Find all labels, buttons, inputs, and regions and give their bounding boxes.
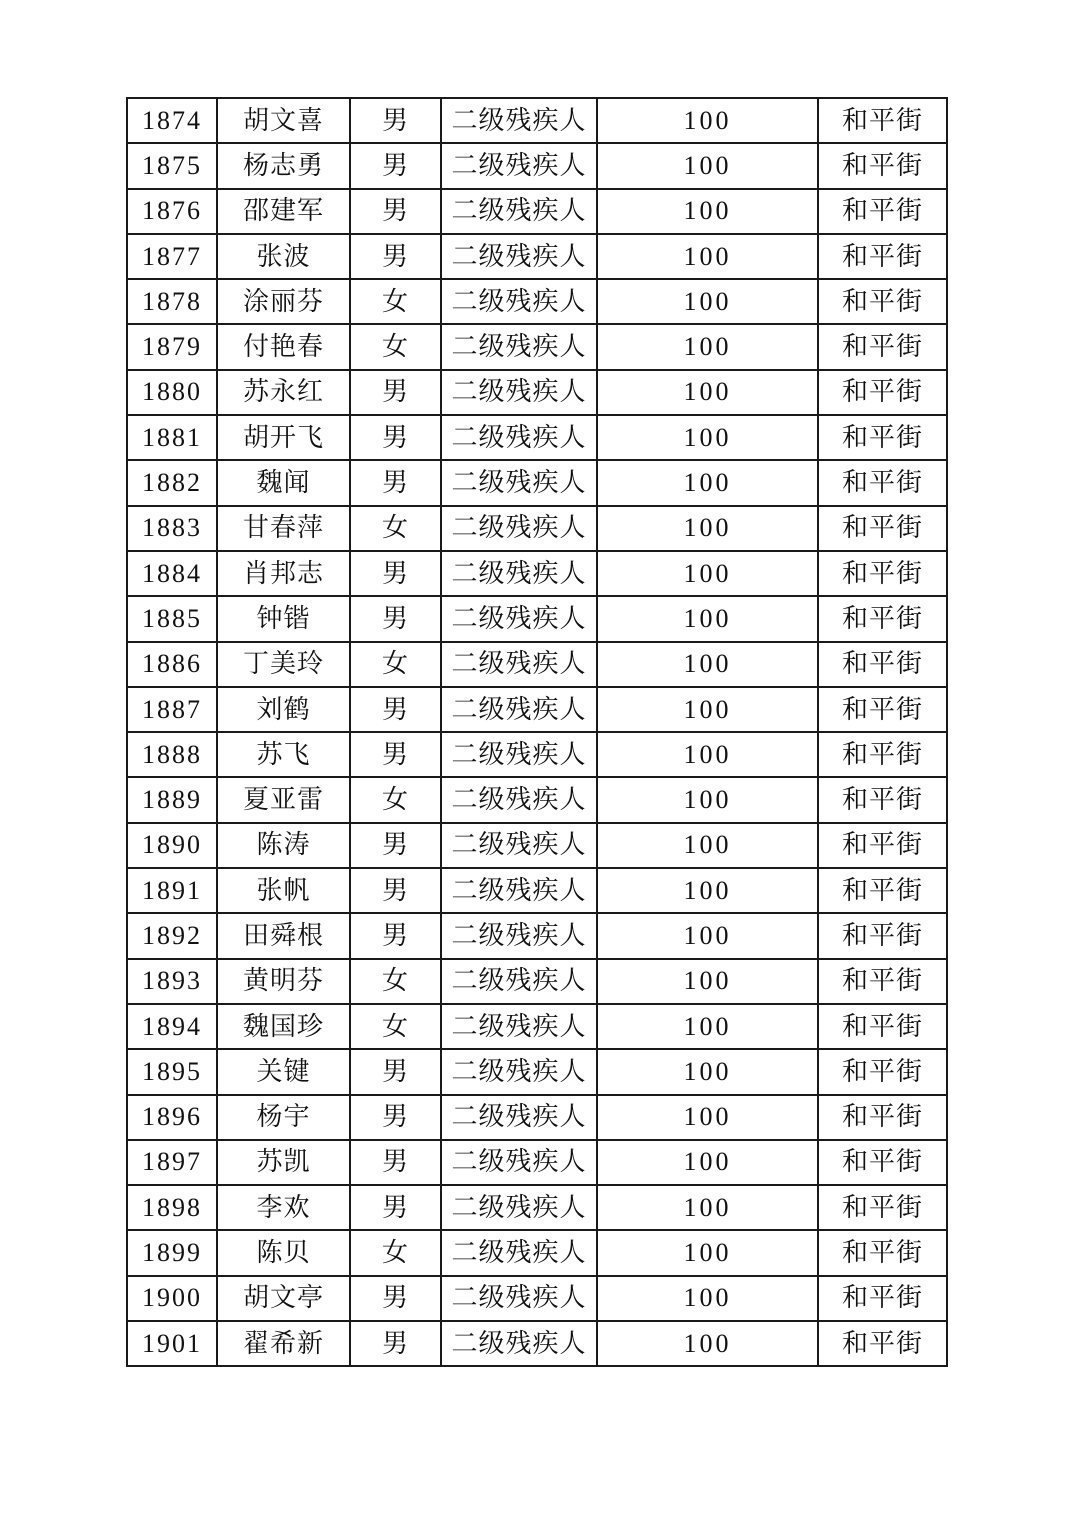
cell-disability-level: 二级残疾人	[441, 959, 597, 1004]
table-row	[127, 959, 947, 1004]
cell-gender: 男	[350, 913, 441, 958]
cell-number: 1878	[127, 279, 217, 324]
cell-amount: 100	[597, 1230, 818, 1275]
table-row	[127, 913, 947, 958]
cell-amount: 100	[597, 1276, 818, 1321]
cell-disability-level: 二级残疾人	[441, 913, 597, 958]
cell-name: 陈涛	[217, 823, 350, 868]
cell-area: 和平街	[818, 234, 947, 279]
cell-gender: 男	[350, 1276, 441, 1321]
cell-name: 李欢	[217, 1185, 350, 1230]
cell-name: 刘鹤	[217, 687, 350, 732]
cell-number: 1877	[127, 234, 217, 279]
table-row	[127, 1276, 947, 1321]
cell-number: 1879	[127, 324, 217, 369]
cell-area: 和平街	[818, 913, 947, 958]
table-row	[127, 506, 947, 551]
cell-name: 张帆	[217, 868, 350, 913]
table-row	[127, 415, 947, 460]
cell-area: 和平街	[818, 1095, 947, 1140]
cell-name: 丁美玲	[217, 642, 350, 687]
cell-area: 和平街	[818, 415, 947, 460]
cell-amount: 100	[597, 143, 818, 188]
cell-gender: 女	[350, 959, 441, 1004]
table-row	[127, 98, 947, 143]
cell-gender: 男	[350, 1321, 441, 1366]
cell-number: 1896	[127, 1095, 217, 1140]
cell-disability-level: 二级残疾人	[441, 1140, 597, 1185]
cell-gender: 男	[350, 234, 441, 279]
cell-amount: 100	[597, 596, 818, 641]
cell-amount: 100	[597, 279, 818, 324]
cell-area: 和平街	[818, 1230, 947, 1275]
cell-disability-level: 二级残疾人	[441, 415, 597, 460]
table-row	[127, 189, 947, 234]
cell-gender: 男	[350, 189, 441, 234]
cell-disability-level: 二级残疾人	[441, 823, 597, 868]
cell-name: 陈贝	[217, 1230, 350, 1275]
cell-amount: 100	[597, 959, 818, 1004]
table-row	[127, 1140, 947, 1185]
cell-number: 1882	[127, 460, 217, 505]
cell-area: 和平街	[818, 324, 947, 369]
cell-amount: 100	[597, 415, 818, 460]
table-row	[127, 642, 947, 687]
table-row	[127, 1185, 947, 1230]
cell-name: 田舜根	[217, 913, 350, 958]
cell-disability-level: 二级残疾人	[441, 189, 597, 234]
cell-gender: 女	[350, 324, 441, 369]
cell-number: 1888	[127, 732, 217, 777]
cell-gender: 男	[350, 596, 441, 641]
cell-name: 张波	[217, 234, 350, 279]
cell-disability-level: 二级残疾人	[441, 98, 597, 143]
cell-amount: 100	[597, 687, 818, 732]
cell-disability-level: 二级残疾人	[441, 687, 597, 732]
cell-disability-level: 二级残疾人	[441, 143, 597, 188]
cell-gender: 男	[350, 98, 441, 143]
cell-disability-level: 二级残疾人	[441, 234, 597, 279]
roster-table	[126, 97, 948, 1367]
cell-area: 和平街	[818, 460, 947, 505]
cell-gender: 女	[350, 1004, 441, 1049]
cell-gender: 男	[350, 460, 441, 505]
cell-number: 1895	[127, 1049, 217, 1094]
cell-amount: 100	[597, 777, 818, 822]
table-row	[127, 1049, 947, 1094]
table-row	[127, 596, 947, 641]
cell-gender: 男	[350, 868, 441, 913]
cell-name: 杨宇	[217, 1095, 350, 1140]
cell-amount: 100	[597, 370, 818, 415]
cell-disability-level: 二级残疾人	[441, 506, 597, 551]
cell-number: 1897	[127, 1140, 217, 1185]
cell-name: 钟锴	[217, 596, 350, 641]
cell-name: 邵建军	[217, 189, 350, 234]
cell-area: 和平街	[818, 868, 947, 913]
table-row	[127, 324, 947, 369]
cell-disability-level: 二级残疾人	[441, 551, 597, 596]
cell-amount: 100	[597, 234, 818, 279]
cell-name: 翟希新	[217, 1321, 350, 1366]
cell-disability-level: 二级残疾人	[441, 868, 597, 913]
cell-gender: 男	[350, 1095, 441, 1140]
cell-area: 和平街	[818, 823, 947, 868]
cell-number: 1881	[127, 415, 217, 460]
cell-amount: 100	[597, 189, 818, 234]
cell-name: 苏凯	[217, 1140, 350, 1185]
cell-amount: 100	[597, 324, 818, 369]
cell-number: 1875	[127, 143, 217, 188]
cell-area: 和平街	[818, 1321, 947, 1366]
table-row	[127, 279, 947, 324]
cell-number: 1883	[127, 506, 217, 551]
table-row	[127, 1095, 947, 1140]
cell-name: 胡文喜	[217, 98, 350, 143]
cell-amount: 100	[597, 913, 818, 958]
cell-area: 和平街	[818, 551, 947, 596]
cell-name: 苏飞	[217, 732, 350, 777]
cell-disability-level: 二级残疾人	[441, 1276, 597, 1321]
cell-area: 和平街	[818, 1049, 947, 1094]
cell-number: 1899	[127, 1230, 217, 1275]
cell-amount: 100	[597, 551, 818, 596]
table-row	[127, 234, 947, 279]
cell-area: 和平街	[818, 98, 947, 143]
cell-gender: 男	[350, 1049, 441, 1094]
cell-amount: 100	[597, 1095, 818, 1140]
cell-disability-level: 二级残疾人	[441, 460, 597, 505]
cell-area: 和平街	[818, 279, 947, 324]
table-row	[127, 687, 947, 732]
table-row	[127, 1230, 947, 1275]
cell-number: 1876	[127, 189, 217, 234]
cell-number: 1884	[127, 551, 217, 596]
cell-name: 魏国珍	[217, 1004, 350, 1049]
cell-area: 和平街	[818, 1185, 947, 1230]
cell-name: 胡开飞	[217, 415, 350, 460]
table-row	[127, 460, 947, 505]
cell-gender: 女	[350, 642, 441, 687]
cell-area: 和平街	[818, 596, 947, 641]
cell-disability-level: 二级残疾人	[441, 1185, 597, 1230]
cell-name: 杨志勇	[217, 143, 350, 188]
cell-amount: 100	[597, 1140, 818, 1185]
cell-gender: 男	[350, 823, 441, 868]
cell-disability-level: 二级残疾人	[441, 370, 597, 415]
cell-name: 夏亚雷	[217, 777, 350, 822]
roster-table-body	[127, 98, 947, 1366]
table-row	[127, 868, 947, 913]
cell-disability-level: 二级残疾人	[441, 1321, 597, 1366]
cell-gender: 男	[350, 551, 441, 596]
cell-amount: 100	[597, 823, 818, 868]
cell-name: 付艳春	[217, 324, 350, 369]
cell-gender: 女	[350, 279, 441, 324]
table-row	[127, 1321, 947, 1366]
cell-name: 关键	[217, 1049, 350, 1094]
cell-name: 魏闻	[217, 460, 350, 505]
cell-amount: 100	[597, 732, 818, 777]
cell-area: 和平街	[818, 642, 947, 687]
cell-number: 1900	[127, 1276, 217, 1321]
cell-disability-level: 二级残疾人	[441, 279, 597, 324]
cell-number: 1898	[127, 1185, 217, 1230]
cell-gender: 男	[350, 143, 441, 188]
cell-disability-level: 二级残疾人	[441, 732, 597, 777]
cell-gender: 女	[350, 506, 441, 551]
cell-gender: 男	[350, 1185, 441, 1230]
cell-amount: 100	[597, 98, 818, 143]
cell-number: 1880	[127, 370, 217, 415]
table-row	[127, 370, 947, 415]
cell-area: 和平街	[818, 732, 947, 777]
cell-gender: 男	[350, 732, 441, 777]
cell-name: 肖邦志	[217, 551, 350, 596]
cell-number: 1893	[127, 959, 217, 1004]
cell-number: 1885	[127, 596, 217, 641]
cell-area: 和平街	[818, 189, 947, 234]
cell-number: 1890	[127, 823, 217, 868]
table-row	[127, 1004, 947, 1049]
cell-amount: 100	[597, 1321, 818, 1366]
cell-disability-level: 二级残疾人	[441, 324, 597, 369]
cell-area: 和平街	[818, 370, 947, 415]
cell-gender: 女	[350, 777, 441, 822]
cell-amount: 100	[597, 1185, 818, 1230]
cell-amount: 100	[597, 506, 818, 551]
cell-number: 1901	[127, 1321, 217, 1366]
cell-name: 甘春萍	[217, 506, 350, 551]
cell-gender: 男	[350, 687, 441, 732]
table-row	[127, 551, 947, 596]
cell-amount: 100	[597, 1049, 818, 1094]
cell-disability-level: 二级残疾人	[441, 642, 597, 687]
cell-disability-level: 二级残疾人	[441, 1230, 597, 1275]
table-row	[127, 732, 947, 777]
cell-area: 和平街	[818, 687, 947, 732]
cell-number: 1887	[127, 687, 217, 732]
cell-name: 苏永红	[217, 370, 350, 415]
cell-area: 和平街	[818, 959, 947, 1004]
table-row	[127, 823, 947, 868]
cell-gender: 男	[350, 1140, 441, 1185]
cell-number: 1891	[127, 868, 217, 913]
cell-number: 1874	[127, 98, 217, 143]
cell-number: 1889	[127, 777, 217, 822]
table-row	[127, 777, 947, 822]
cell-area: 和平街	[818, 506, 947, 551]
cell-number: 1886	[127, 642, 217, 687]
cell-area: 和平街	[818, 777, 947, 822]
table-row	[127, 143, 947, 188]
cell-name: 黄明芬	[217, 959, 350, 1004]
cell-gender: 男	[350, 370, 441, 415]
cell-gender: 女	[350, 1230, 441, 1275]
cell-disability-level: 二级残疾人	[441, 777, 597, 822]
cell-area: 和平街	[818, 143, 947, 188]
cell-name: 胡文亭	[217, 1276, 350, 1321]
cell-area: 和平街	[818, 1276, 947, 1321]
cell-disability-level: 二级残疾人	[441, 1095, 597, 1140]
cell-disability-level: 二级残疾人	[441, 1004, 597, 1049]
cell-amount: 100	[597, 460, 818, 505]
cell-disability-level: 二级残疾人	[441, 1049, 597, 1094]
cell-gender: 男	[350, 415, 441, 460]
cell-amount: 100	[597, 868, 818, 913]
cell-amount: 100	[597, 1004, 818, 1049]
cell-number: 1892	[127, 913, 217, 958]
cell-number: 1894	[127, 1004, 217, 1049]
cell-disability-level: 二级残疾人	[441, 596, 597, 641]
cell-area: 和平街	[818, 1004, 947, 1049]
cell-area: 和平街	[818, 1140, 947, 1185]
cell-name: 涂丽芬	[217, 279, 350, 324]
cell-amount: 100	[597, 642, 818, 687]
